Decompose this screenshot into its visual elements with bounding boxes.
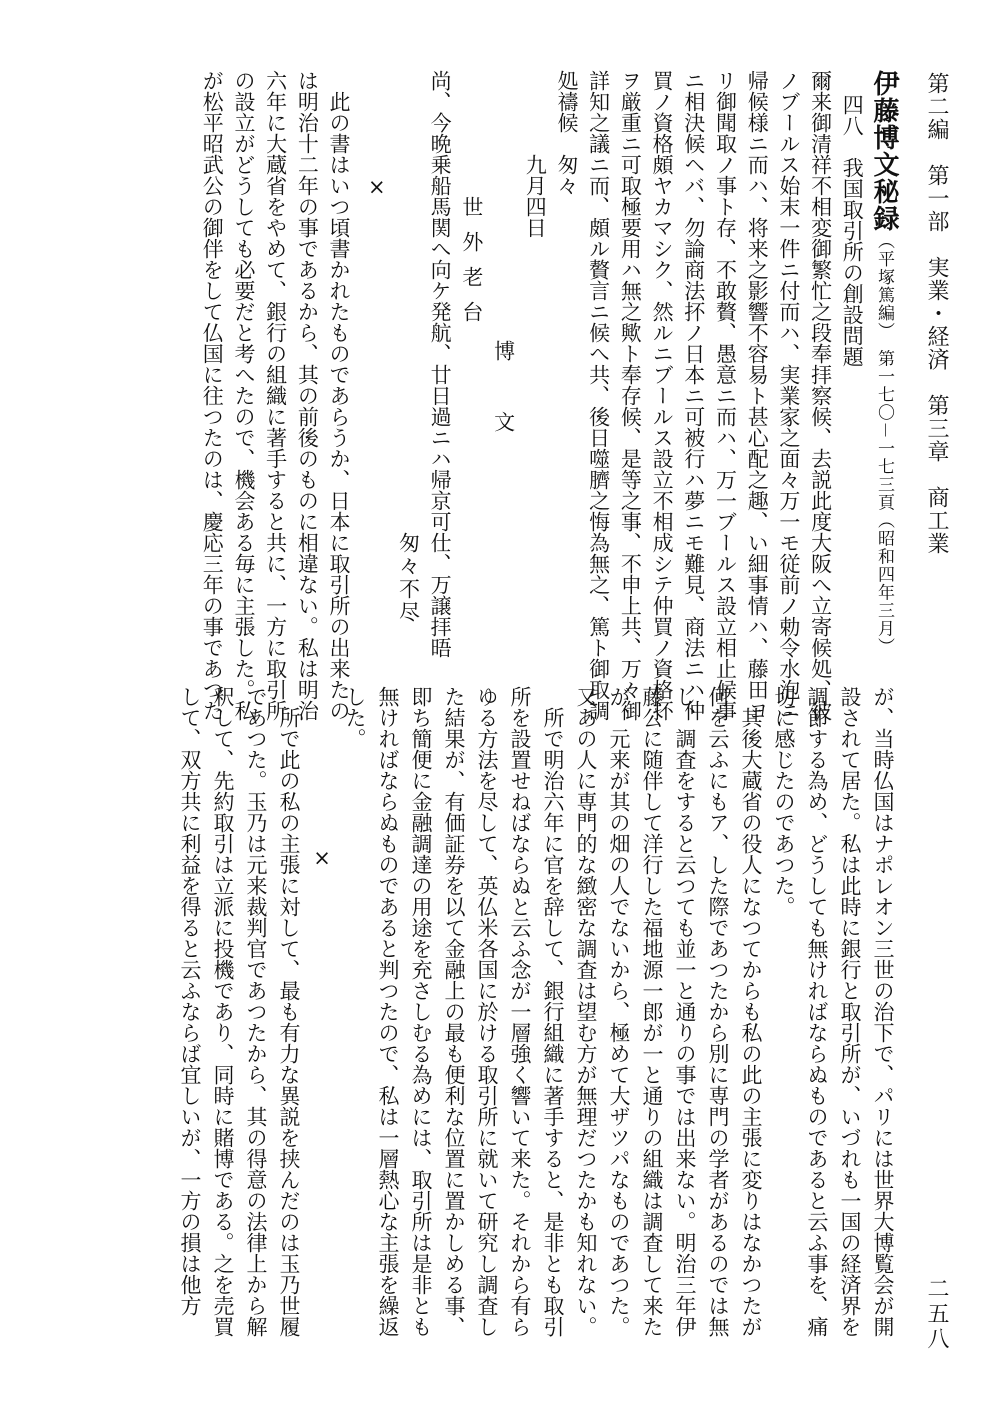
commentary-line: 藤公に随伴して洋行した福地源一郎が一と通りの組織は調査して来た [640,686,664,1337]
commentary-line: 何を云ふにもア、した際であつたから別に専門の学者があるのでは無 [706,686,730,1337]
section-title: 第二編 第一部 実業・経済 第三章 商工業 [924,72,949,555]
letter-line: 処禱候 匆々 [554,70,579,196]
page-number: 二五八 [924,1277,949,1352]
letter-sender: 博文 [491,340,516,482]
commentary-line: 其後大蔵省の役人になつてからも私の此の主張に変りはなかつたが [739,707,763,1337]
letter-postscript: 尚、今晩乗船馬関へ向ケ発航、廿日過ニハ帰京可仕、万譲拝晤 [428,70,453,658]
commentary-line: 調節する為め、どうしても無ければならぬものであると云ふ事を、痛 [805,686,829,1337]
commentary-line: した。 [343,686,367,749]
letter-line: ノブールス始末一件ニ付而ハ、実業家之面々万一モ従前ノ勅令水泡ニ [776,70,801,721]
commentary-line: し、調査をすると云つても並一と通りの事では出来ない。明治三年伊 [673,686,697,1337]
commentary-line: 即ち簡便に金融調達の用途を充さしむる為めには、取引所は是非とも [409,686,433,1337]
commentary-line: 六年に大蔵省をやめて、銀行の組織に著手すると共に、一方に取引所 [263,70,288,721]
running-header [921,72,951,1352]
letter-line: 詳知之議ニ而、頗ル贅言ニ候へ共、後日噬臍之悔為無之、篤ト御取調 [586,70,611,721]
document-title-text: 伊藤博文秘録 [869,70,899,232]
commentary-line: の設立がどうしても必要だと考へたので、機会ある毎に主張した。私 [231,70,256,721]
commentary-line: 無ければならぬものであると判つたので、私は一層熱心な主張を繰返 [376,686,400,1337]
document-title [867,70,899,656]
commentary-line: 切に感じたのであつた。 [772,686,796,917]
commentary-line: が松平昭武公の御伴をして仏国に往つたのは、慶応三年の事であつた [200,70,225,721]
section-separator: × [310,846,334,870]
item-label: 四八 我国取引所の創設問題 [840,94,865,367]
commentary-line: 釈して、先約取引は立派に投機であり、同時に賭博である。之を売買 [211,686,235,1337]
letter-line: リ御聞取ノ事ト存、不敢贅、愚意ニ而ハ、万一ブールス設立相止候事 [713,70,738,721]
commentary-line: 所で明治六年に官を辞して、銀行組織に著手すると、是非とも取引 [541,707,565,1337]
commentary-line: であつた。玉乃は元来裁判官であつたから、其の得意の法律上から解 [244,686,268,1337]
letter-line: 爾来御清祥不相変御繁忙之段奉拝察候、去説此度大阪へ立寄候処、彼 [808,70,833,721]
commentary-line: が、当時仏国はナポレオン三世の治下で、パリには世界大博覧会が開 [871,686,895,1337]
top-text-block [200,70,899,721]
letter-line: 帰候様ニ而ハ、将来之影響不容易ト甚心配之趣、い細事情ハ、藤田ヨ [745,70,770,721]
commentary-line: 所で此の私の主張に対して、最も有力な異説を挟んだのは玉乃世履 [277,707,301,1337]
document-subtitle: （平塚篤編） 第一七〇－一七三頁（昭和四年三月） [874,232,894,656]
commentary-line: ゆる方法を尽して、英仏米各国に於ける取引所に就いて研究し調査し [475,686,499,1337]
commentary-line: は明治十二年の事であるから、其の前後のものに相違ない。私は明治 [295,70,320,721]
commentary-line: 此の書はいつ頃書かれたものであらうか、日本に取引所の出来たの [327,91,352,721]
commentary-line: 又あの人に専門的な緻密な調査は望む方が無理だつたかも知れない。 [574,686,598,1337]
letter-line: ヲ厳重ニ可取極要用ハ無之歟ト奉存候、是等之事、不申上共、万々御 [618,70,643,721]
commentary-line: た結果が、有価証券を以て金融上の最も便利な位置に置かしめる事、 [442,686,466,1337]
letter-line: ニ相決候ヘバ、勿論商法抔ノ日本ニ可被行ハ夢ニモ難見、商法ニハ仲 [681,70,706,721]
letter-line: 買ノ資格頗ヤカマシク、然ルニブールス設立不相成シテ仲買ノ資格抔 [650,70,675,721]
letter-postscript-tail: 匆々不尽 [396,532,421,624]
section-separator: × [364,175,389,199]
letter-recipient: 世外老台 [459,196,484,336]
commentary-line: 所を設置せねばならぬと云ふ念が一層強く響いて来た。それから有ら [508,686,532,1337]
commentary-line: して、双方共に利益を得ると云ふならば宜しいが、一方の損は他方 [178,686,202,1316]
letter-date: 九月四日 [523,154,548,238]
commentary-line: 設されて居た。私は此時に銀行と取引所が、いづれも一国の経済界を [838,686,862,1337]
commentary-line: が、元来が其の畑の人でないから、極めて大ザツパなものであつた。 [607,686,631,1337]
bottom-text-block [49,686,899,1346]
